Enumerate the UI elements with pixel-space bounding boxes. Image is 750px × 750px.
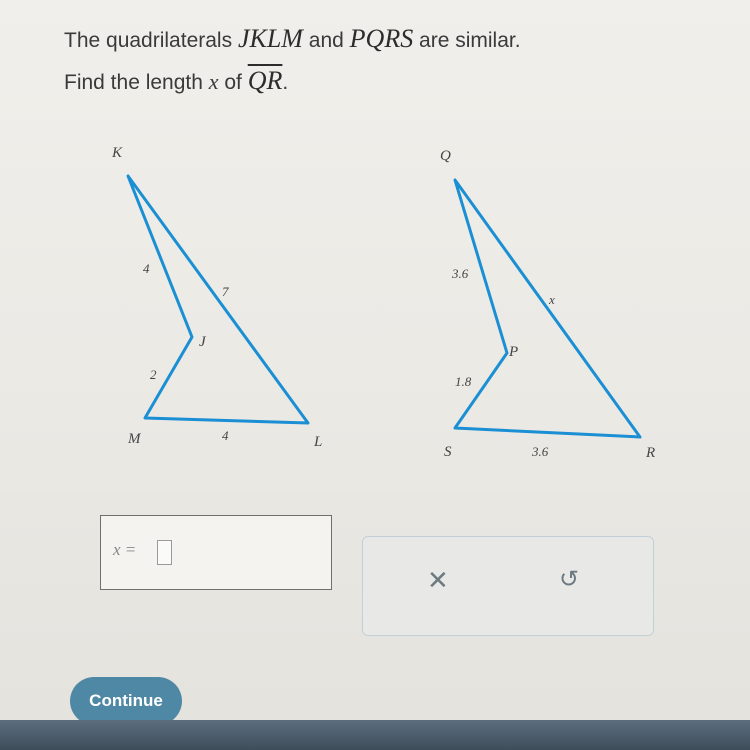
undo-icon[interactable]: ↺ (559, 566, 580, 593)
answer-tools-panel (362, 536, 654, 636)
vertex-label-r: R (646, 445, 656, 461)
vertex-label-k: K (112, 145, 123, 161)
variable-x: x (208, 69, 219, 94)
vertex-label-s: S (444, 444, 452, 460)
answer-label: x = (113, 540, 137, 559)
quadrilateral-jklm: JKLM (237, 24, 303, 53)
side-label-ml: 4 (222, 428, 229, 443)
answer-input[interactable] (157, 540, 172, 565)
side-label-qp: 3.6 (452, 266, 469, 281)
footer-bar (0, 720, 750, 750)
clear-icon[interactable]: ✕ (427, 565, 449, 595)
side-label-kl: 7 (222, 284, 229, 299)
quadrilateral-pqrs-shape (455, 180, 640, 437)
problem-text: Find the length (64, 71, 209, 94)
vertex-label-m: M (128, 431, 141, 447)
segment-qr: $\overline{QR}$ (247, 66, 283, 95)
continue-button[interactable]: Continue (70, 677, 182, 725)
side-label-kj: 4 (143, 261, 150, 276)
vertex-label-p: P (509, 344, 519, 360)
answer-box (100, 515, 332, 590)
side-label-jm: 2 (150, 367, 157, 382)
problem-text: are similar. (413, 29, 521, 52)
problem-text: The quadrilaterals (64, 29, 238, 52)
problem-text: of (218, 71, 248, 94)
side-label-sr: 3.6 (532, 444, 549, 459)
side-label-ps: 1.8 (455, 374, 472, 389)
quadrilateral-pqrs: PQRS (349, 24, 414, 53)
side-label-qr: x (549, 292, 555, 307)
quadrilateral-jklm-shape (128, 176, 308, 423)
problem-text: . (282, 71, 289, 94)
vertex-label-j: J (199, 334, 206, 350)
problem-text: and (302, 29, 350, 52)
vertex-label-l: L (314, 434, 323, 450)
vertex-label-q: Q (440, 148, 451, 164)
